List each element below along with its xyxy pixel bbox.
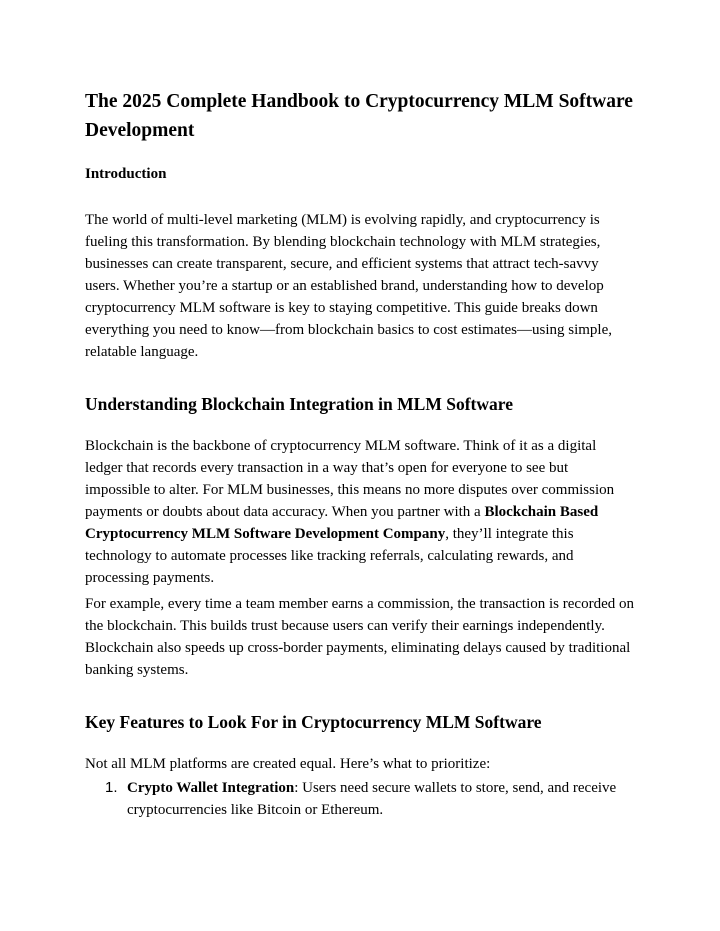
- features-section-heading: Key Features to Look For in Cryptocurrency MLM Software: [85, 712, 542, 732]
- blockchain-paragraph-2: For example, every time a team member earns a commission, the transaction is recorded on the blockchain. This builds trust because users can verify their earnings independently. Blockchain also speeds up cross-border payments, eliminating delays caused by traditional banking systems.: [85, 596, 634, 678]
- introduction-heading: Introduction: [85, 166, 167, 182]
- introduction-paragraph: The world of multi-level marketing (MLM) is evolving rapidly, and cryptocurrency is fueling this transformation. By blending blockchain technology with MLM strategies, businesses can create transparent, secure, and efficient systems that attract tech-savvy users. Whether you’re a startup or an established brand, understanding how to develop cryptocurrency MLM software is key to staying competitive. This guide breaks down everything you need to know—from blockchain basics to cost estimates—using simple, relatable language.: [85, 212, 612, 360]
- list-item: [85, 777, 636, 821]
- blockchain-section-heading: Understanding Blockchain Integration in MLM Software: [85, 394, 513, 414]
- blockchain-paragraph-1-text-b: , they’ll integrate this technology to automate processes like tracking referrals, calculating rewards, and processing payments.: [85, 526, 574, 586]
- features-list: [85, 777, 636, 821]
- list-item-number: 1.: [105, 779, 118, 796]
- blockchain-paragraph-1-text-a: Blockchain is the backbone of cryptocurrency MLM software. Think of it as a digital ledger that records every transaction in a way that’s open for everyone to see but impossible to alter. For MLM businesses, this means no more disputes over commission payments or doubts about data accuracy. When you partner with a: [85, 438, 615, 520]
- document-title: The 2025 Complete Handbook to Cryptocurrency MLM Software Development: [85, 91, 633, 141]
- blockchain-paragraph-1: [85, 435, 636, 589]
- features-intro: Not all MLM platforms are created equal. Here’s what to prioritize:: [85, 756, 491, 772]
- company-name-bold: Blockchain Based Cryptocurrency MLM Software Development Company: [85, 504, 599, 542]
- list-item-title: Crypto Wallet Integration: [127, 780, 295, 796]
- list-item-text: : Users need secure wallets to store, send, and receive cryptocurrencies like Bitcoin or Ethereum.: [127, 780, 617, 818]
